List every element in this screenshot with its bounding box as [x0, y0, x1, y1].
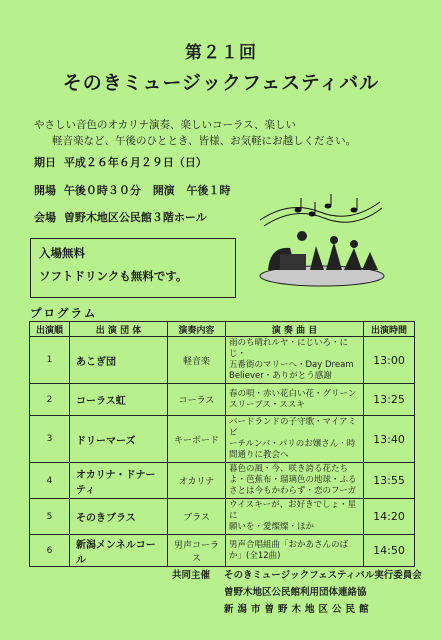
song-line: 願いを・愛燦燦・ほか — [229, 522, 315, 532]
time-row — [34, 182, 231, 198]
song-line: スリーブス・ススキ — [229, 399, 305, 410]
genre-cell: キーボード — [168, 416, 226, 463]
col-group: 出 演 団 体 — [70, 322, 168, 337]
song-line: さとは今もかわらず・恋のフーガ — [229, 486, 357, 496]
time-cell: 13:00 — [364, 337, 415, 384]
songs-cell — [226, 535, 364, 567]
col-order: 出演順 — [30, 322, 70, 337]
edition-number: 第２１回 — [185, 43, 257, 63]
table-row — [30, 337, 415, 384]
song-line: 雨のち晴れルヤ・にじいろ・にじ・ — [229, 338, 349, 359]
order-cell: 1 — [30, 337, 70, 384]
start-label: 開演 — [152, 184, 175, 197]
table-row — [30, 384, 415, 416]
song-line: 春の唄・赤い花白い花・グリーン — [229, 388, 357, 399]
col-genre: 演奏内容 — [168, 322, 226, 337]
time-cell: 14:50 — [364, 535, 415, 567]
group-cell: そのきブラス — [70, 499, 168, 535]
venue-label: 会場 — [34, 211, 56, 224]
song-line: ウイスキーが、お好きでしょ・星に — [229, 500, 357, 521]
songs-cell — [226, 337, 364, 384]
songs-cell — [226, 384, 364, 416]
genre-cell: オカリナ — [168, 463, 226, 499]
intro-line-1: やさしい音色のオカリナ演奏、楽しいコーラス、楽しい — [34, 119, 296, 131]
order-cell: 6 — [30, 535, 70, 567]
sponsor-label: 共同主催 — [172, 570, 211, 581]
song-line: 暮色の風・今、咲き誇る花たち — [229, 464, 349, 474]
song-line: ーチルンバ・パリのお嬢さん・時 — [229, 439, 356, 449]
event-title: そのきミュージックフェスティバル — [62, 72, 380, 94]
open-value: 午後０時３０分 — [63, 184, 141, 197]
program-table — [29, 321, 415, 567]
table-row — [30, 499, 415, 535]
sponsor-line: そのきミュージックフェスティバル実行委員会 — [224, 570, 422, 581]
genre-cell: 軽音楽 — [168, 337, 226, 384]
song-line: バードランドの子守歌・マイアミビ — [229, 417, 357, 438]
program-heading: プログラム — [30, 306, 98, 320]
order-cell: 2 — [30, 384, 70, 416]
songs-cell — [226, 463, 364, 499]
genre-cell: コーラス — [168, 384, 226, 416]
song-line: Believer・ありがとう感謝 — [229, 371, 332, 381]
table-row — [30, 463, 415, 499]
order-cell: 3 — [30, 416, 70, 463]
col-time: 出演時間 — [364, 322, 415, 337]
group-cell: ドリーマーズ — [70, 416, 168, 463]
group-cell: オカリナ・ドナーティ — [70, 463, 168, 499]
time-cell: 13:55 — [364, 463, 415, 499]
group-cell: あこぎ団 — [70, 337, 168, 384]
venue-row — [34, 209, 207, 225]
genre-cell: 男声コーラス — [168, 535, 226, 567]
open-label: 開場 — [34, 184, 56, 197]
intro-line-2: 軽音楽など、午後のひととき、皆様、お気軽にお越しください。 — [52, 135, 357, 147]
date-row — [34, 154, 207, 170]
concert-illustration — [250, 190, 390, 290]
program-header-row — [30, 322, 415, 337]
time-cell: 13:40 — [364, 416, 415, 463]
music-notes-icon — [260, 194, 382, 226]
genre-cell: ブラス — [168, 499, 226, 535]
song-line: 五番街のマリーへ・Day Dream — [229, 360, 354, 370]
song-line: よ・芭蕉布・瑠璃色の地球・ふる — [229, 475, 357, 485]
songs-cell — [226, 499, 364, 535]
song-line: か」(全12曲) — [229, 550, 281, 561]
sponsor-line: 新潟市曽野木地区公民館 — [224, 604, 373, 615]
time-cell: 14:20 — [364, 499, 415, 535]
start-value: 午後１時 — [186, 184, 231, 197]
date-value: 平成２６年６月２９日（日） — [63, 156, 207, 169]
time-cell: 13:25 — [364, 384, 415, 416]
stage-icon — [260, 231, 384, 286]
songs-cell — [226, 416, 364, 463]
table-row — [30, 416, 415, 463]
venue-value: 曽野木地区公民館３階ホール — [63, 211, 207, 224]
group-cell: 新潟メンネルコール — [70, 535, 168, 567]
group-cell: コーラス虹 — [70, 384, 168, 416]
date-label: 期日 — [34, 156, 56, 169]
order-cell: 5 — [30, 499, 70, 535]
free-drinks-text: ソフトドリンクも無料です。 — [39, 269, 188, 283]
sponsor-line: 曽野木地区公民館利用団体連絡協 — [224, 587, 367, 598]
col-songs: 演 奏 曲 目 — [226, 322, 364, 337]
song-line: 男声合唱組曲「おかあさんのば — [229, 539, 349, 550]
table-row — [30, 535, 415, 567]
admission-free-text: 入場無料 — [39, 246, 85, 260]
admission-notice-box — [30, 238, 236, 298]
song-line: 間通りに教会へ — [229, 450, 289, 460]
order-cell: 4 — [30, 463, 70, 499]
